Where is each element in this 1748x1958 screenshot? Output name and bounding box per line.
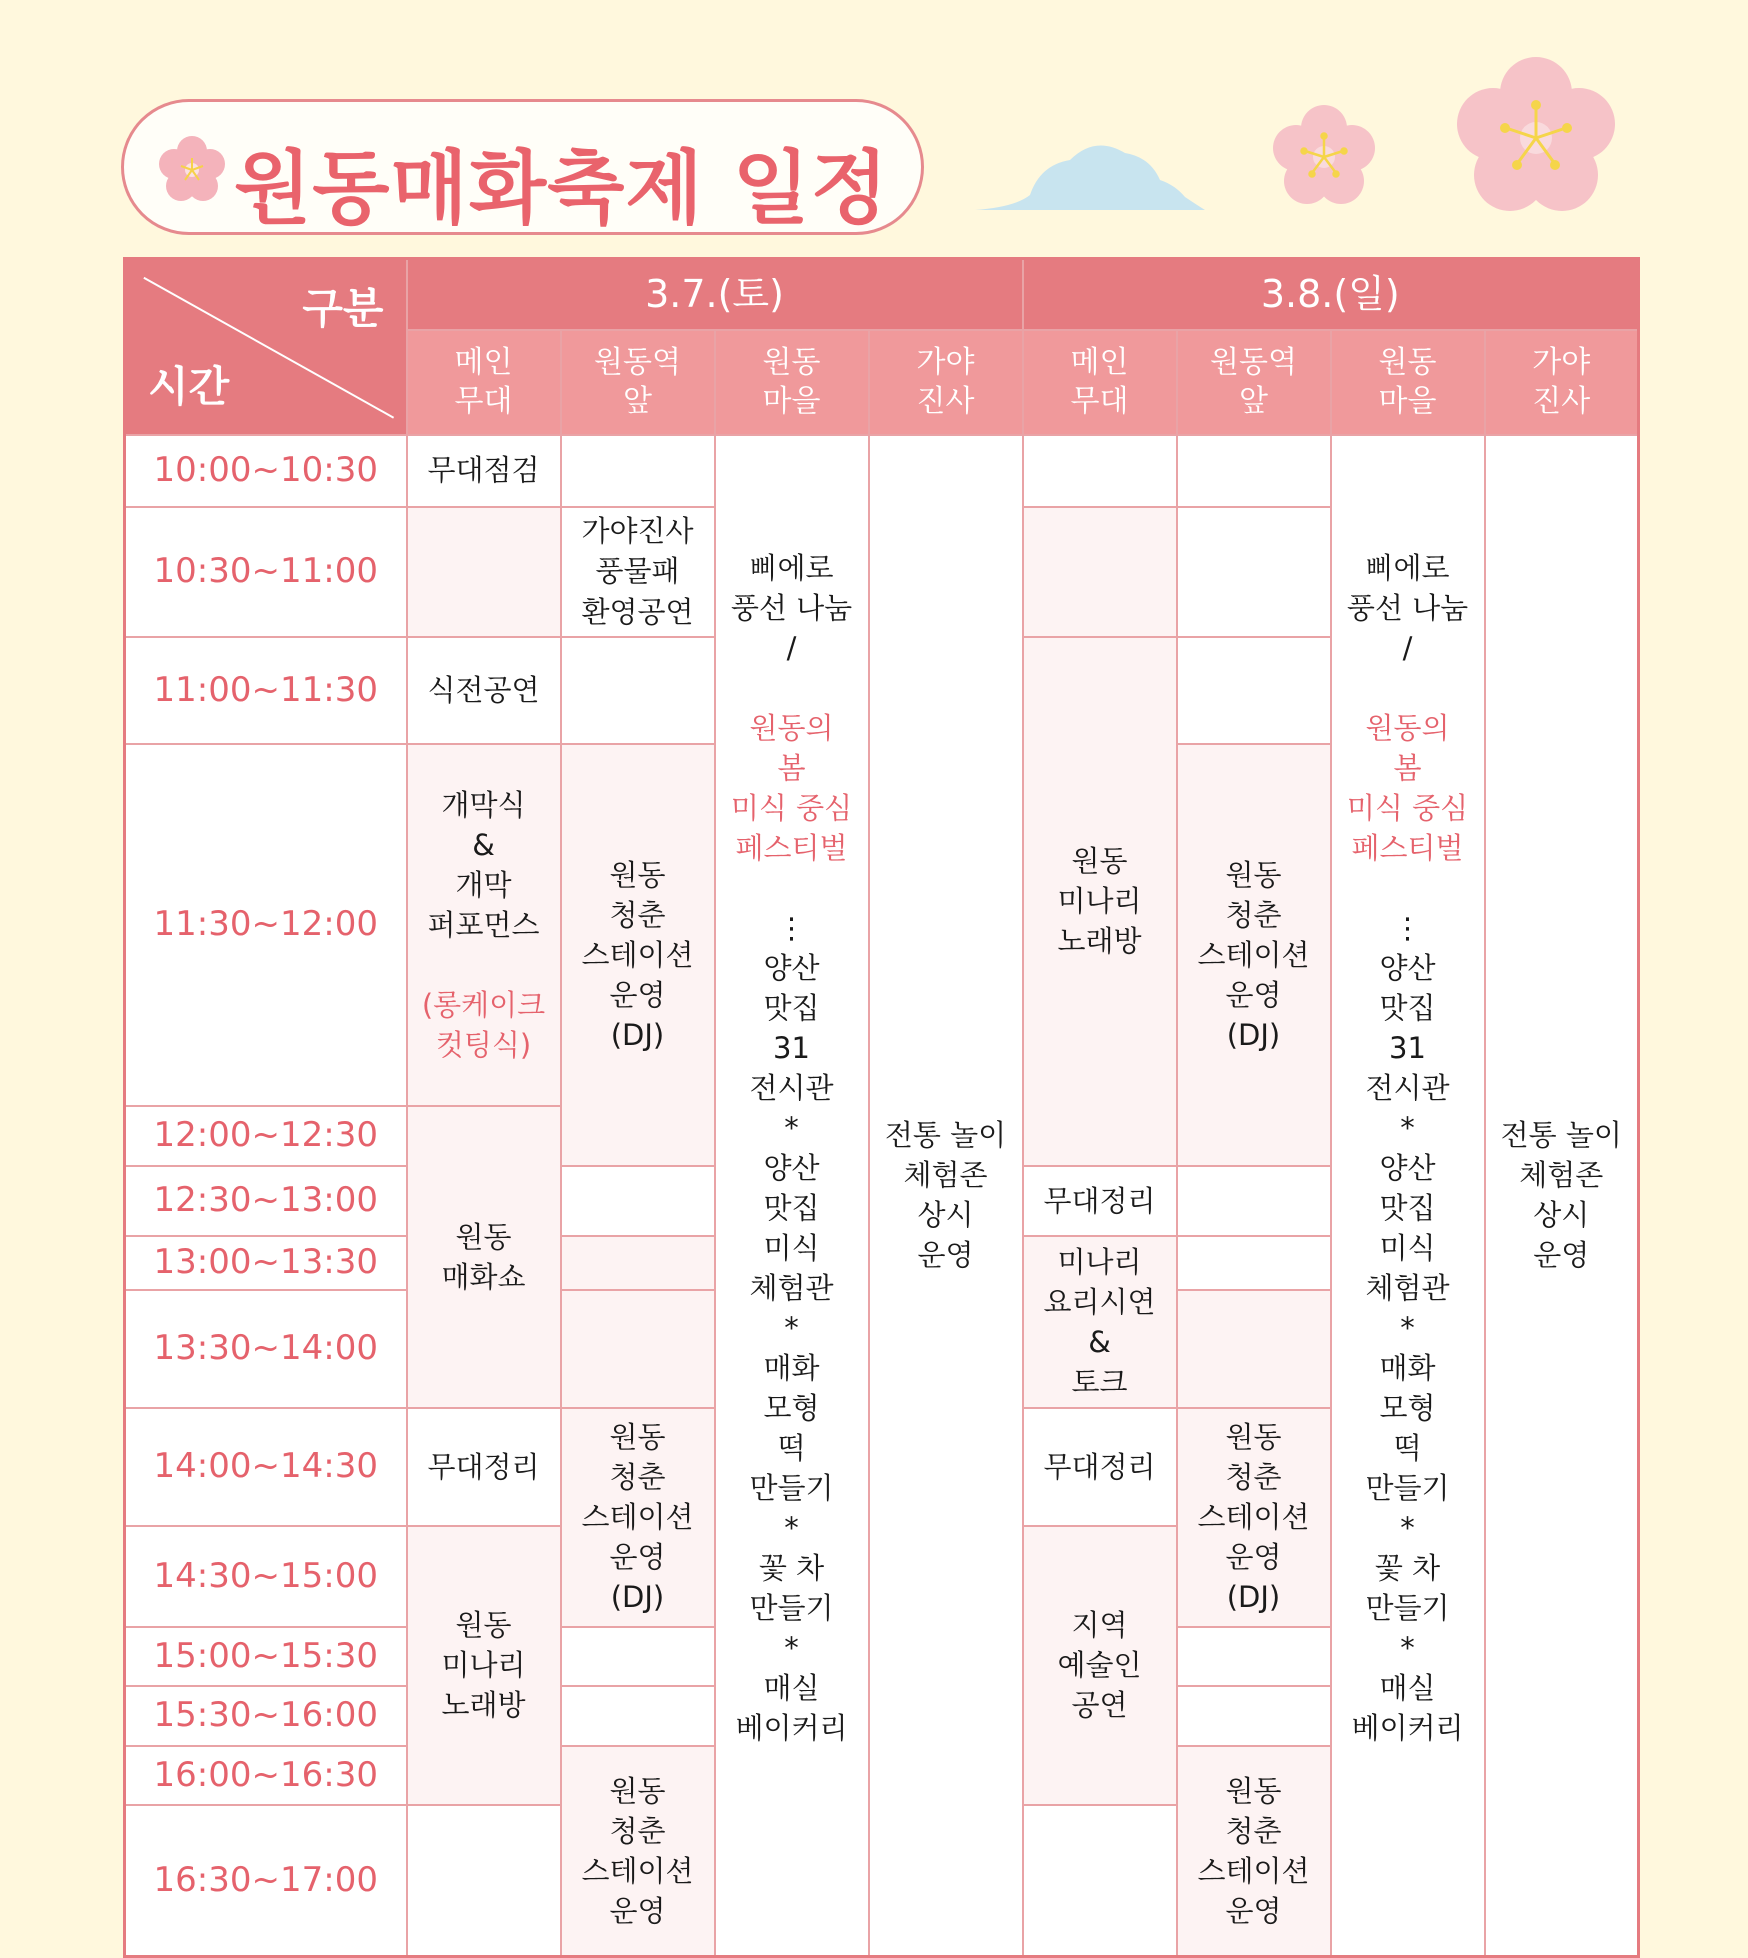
schedule-cell: 가야진사 풍물패 환영공연 (561, 507, 715, 637)
schedule-cell (1177, 1290, 1331, 1408)
schedule-cell: 무대정리 (1023, 1166, 1177, 1236)
schedule-cell-village-day1 (715, 435, 869, 1957)
schedule-cell: 무대정리 (1023, 1408, 1177, 1526)
schedule-cell: 지역 예술인 공연 (1023, 1526, 1177, 1805)
venue-header: 원동 마을 (715, 330, 869, 435)
schedule-cell: 원동 매화쇼 (407, 1106, 561, 1408)
village-part2: 원동의 봄 미식 중심 페스티벌 (730, 710, 853, 865)
time-slot: 13:00~13:30 (125, 1236, 407, 1290)
schedule-cell-gaya-day1: 전통 놀이 체험존 상시 운영 (869, 435, 1023, 1957)
schedule-cell: 원동 청춘 스테이션 운영 (1177, 1746, 1331, 1957)
time-slot: 16:00~16:30 (125, 1746, 407, 1805)
village-part3: ⋮ 양산 맛집 31 전시관 * 양산 맛집 미식 체험관 * 매화 모형 떡 만들기 * 꽃 차 만들기 * 매실 베이커리 (1351, 910, 1464, 1745)
time-slot: 12:00~12:30 (125, 1106, 407, 1166)
opening-ceremony: 개막식 & 개막 퍼포먼스 (427, 787, 540, 942)
time-slot: 14:00~14:30 (125, 1408, 407, 1526)
schedule-cell: 무대점검 (407, 435, 561, 507)
schedule-cell (561, 1166, 715, 1236)
village-part3: ⋮ 양산 맛집 31 전시관 * 양산 맛집 미식 체험관 * 매화 모형 떡 만들기 * 꽃 차 만들기 * 매실 베이커리 (735, 910, 848, 1745)
schedule-cell (561, 1627, 715, 1686)
schedule-cell (1177, 637, 1331, 744)
village-part1: 삐에로 풍선 나눔 / (730, 550, 853, 665)
schedule-table (123, 257, 1640, 1958)
schedule-cell (561, 1686, 715, 1746)
schedule-cell: 원동 청춘 스테이션 운영 (DJ) (561, 744, 715, 1166)
time-slot: 15:30~16:00 (125, 1686, 407, 1746)
schedule-cell (1177, 1627, 1331, 1686)
venue-header: 원동 마을 (1331, 330, 1485, 435)
time-slot: 11:30~12:00 (125, 744, 407, 1106)
venue-header: 메인 무대 (1023, 330, 1177, 435)
title-banner (121, 99, 924, 235)
plum-blossom-icon (1446, 48, 1626, 228)
schedule-cell: 무대정리 (407, 1408, 561, 1526)
schedule-cell (1177, 1166, 1331, 1236)
time-slot: 10:00~10:30 (125, 435, 407, 507)
village-part1: 삐에로 풍선 나눔 / (1346, 550, 1469, 665)
schedule-cell (1177, 507, 1331, 637)
schedule-cell: 원동 미나리 노래방 (407, 1526, 561, 1805)
plum-blossom-icon (1265, 98, 1383, 216)
schedule-cell (407, 507, 561, 637)
time-slot: 16:30~17:00 (125, 1805, 407, 1957)
schedule-cell (1023, 435, 1177, 507)
venue-header: 가야 진사 (1485, 330, 1639, 435)
schedule-cell (561, 1290, 715, 1408)
schedule-cell: 원동 청춘 스테이션 운영 (DJ) (1177, 1408, 1331, 1627)
schedule-cell: 원동 청춘 스테이션 운영 (561, 1746, 715, 1957)
cloud-icon (975, 135, 1205, 215)
time-slot: 10:30~11:00 (125, 507, 407, 637)
schedule-cell: 미나리 요리시연 & 토크 (1023, 1236, 1177, 1408)
schedule-cell: 원동 청춘 스테이션 운영 (DJ) (561, 1408, 715, 1627)
schedule-cell (1023, 507, 1177, 637)
venue-header: 원동역 앞 (561, 330, 715, 435)
time-slot: 14:30~15:00 (125, 1526, 407, 1627)
schedule-cell (1023, 1805, 1177, 1957)
page-title: 원동매화축제 일정 (234, 142, 890, 235)
corner-category-label: 구분 (302, 284, 384, 333)
day1-header: 3.7.(토) (407, 259, 1023, 330)
schedule-cell: 원동 청춘 스테이션 운영 (DJ) (1177, 744, 1331, 1166)
time-slot: 11:00~11:30 (125, 637, 407, 744)
schedule-cell-gaya-day2: 전통 놀이 체험존 상시 운영 (1485, 435, 1639, 1957)
schedule-cell (561, 1236, 715, 1290)
time-slot: 15:00~15:30 (125, 1627, 407, 1686)
schedule-cell (407, 1805, 561, 1957)
schedule-cell (1177, 435, 1331, 507)
schedule-cell (561, 637, 715, 744)
venue-header: 원동역 앞 (1177, 330, 1331, 435)
time-slot: 13:30~14:00 (125, 1290, 407, 1408)
day2-header: 3.8.(일) (1023, 259, 1639, 330)
time-slot: 12:30~13:00 (125, 1166, 407, 1236)
corner-time-label: 시간 (148, 361, 230, 411)
long-cake-cutting: (롱케이크 컷팅식) (421, 987, 546, 1062)
venue-header: 메인 무대 (407, 330, 561, 435)
schedule-cell (1177, 1236, 1331, 1290)
schedule-cell (561, 435, 715, 507)
schedule-cell: 원동 미나리 노래방 (1023, 637, 1177, 1166)
schedule-cell (1177, 1686, 1331, 1746)
schedule-cell (407, 744, 561, 1106)
plum-blossom-icon (154, 132, 230, 208)
schedule-cell-village-day2 (1331, 435, 1485, 1957)
header-corner (125, 259, 407, 435)
venue-header: 가야 진사 (869, 330, 1023, 435)
schedule-cell: 식전공연 (407, 637, 561, 744)
village-part2: 원동의 봄 미식 중심 페스티벌 (1346, 710, 1469, 865)
